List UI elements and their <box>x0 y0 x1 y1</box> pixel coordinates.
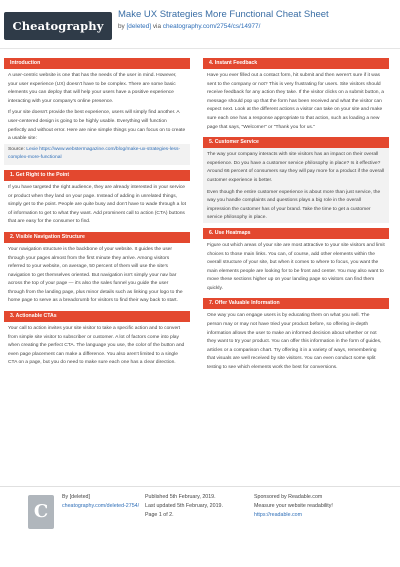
cheatography-logo[interactable]: Cheatography <box>4 12 112 40</box>
page-footer <box>0 486 400 567</box>
sheet-url-link[interactable]: cheatography.com/2754/cs/14977/ <box>162 23 261 30</box>
source-label: Source: <box>8 146 27 152</box>
byline-via: via <box>151 23 163 30</box>
footer-by: By [deleted] <box>62 494 90 500</box>
section-title: 7. Offer Valuable Information <box>203 298 389 309</box>
section-title: Introduction <box>4 58 190 69</box>
section-title: 2. Visible Navigation Structure <box>4 232 190 243</box>
section-body-2: Even though the entire customer experience is about more than just service, the way you handle complaints and questions plays a big role in the overall impression the customer has of your brand. Take the time to get a customer service philosophy in place. <box>203 186 389 223</box>
section-body: A user-centric website is one that has the needs of the user in mind. However, your user experience (UX) doesn't have to be complex. There are some basic elements you can deploy that will help your users have a positive experience interacting with your company's online presence. <box>8 73 177 104</box>
footer-dates <box>145 493 223 520</box>
section-title: 5. Customer Service <box>203 137 389 148</box>
section-body: If you have targeted the right audience, they are already interested in your service or product when they land on your page. Instead of adding in unrelated things, simply get to the point. People are quite busy and don't have to wade through a lot of information to get to what they want. Add prominent call to action (CTA) buttons that are easy for the consumer to find. <box>8 184 186 225</box>
section-body: The way your company interacts with site visitors has an impact on their overall experience. Do you have a customer service philosophy in place? Is it effective? Around 66 percent of consumers say they will pay more for a product if the overall customer experience is better. <box>203 148 389 185</box>
section-valuable-info <box>203 298 389 372</box>
byline-prefix: by <box>118 23 127 30</box>
right-column <box>203 58 389 378</box>
byline <box>118 23 260 30</box>
section-title: 4. Instant Feedback <box>203 58 389 69</box>
footer-sponsor-link[interactable]: https://readable.com <box>254 512 302 518</box>
section-title: 3. Actionable CTAs <box>4 311 190 322</box>
section-title: 6. Use Heatmaps <box>203 228 389 239</box>
section-body: Have you ever filled out a contact form, hit submit and then weren't sure if it was sent to the company or not? This is very frustrating for users. Site visitors should receive feedback for any action they take. If the visitor clicks on a submit button, a message should pop up that the form has been received and what the visitor can expect next. Look at the different actions a visitor can take on your site and make sure each one has a response appropriate to that action, such as loading a new page that says, "Welcome!" or "Thank you for us." <box>207 73 384 130</box>
section-body: Your call to action invites your site visitor to take a specific action and to convert from simple site visitor to subscriber or customer. A lot of factors come into play when creating the perfect CTA. The language you use, the color of the button and even page placement can make a difference. You also aren't limited to a single CTA on a page, but you do need to make sure each one has a clear direction. <box>8 326 185 366</box>
section-body-2: If your site doesn't provide the best experience, users will simply find another. A user-centered design is going to be highly usable. Everything will function perfectly and without error. Here are nine simple things you can focus on to create a usable site: <box>8 110 186 142</box>
footer-updated: Last updated 5th February, 2019. <box>145 503 223 509</box>
section-heatmaps <box>203 228 389 294</box>
section-ctas <box>4 311 190 368</box>
section-title: 1. Get Right to the Point <box>4 170 190 181</box>
section-get-to-point <box>4 170 190 227</box>
footer-sponsor-label: Sponsored by Readable.com <box>254 494 323 500</box>
footer-sponsor-text: Measure your website readability! <box>254 503 333 509</box>
section-navigation <box>4 232 190 306</box>
section-instant-feedback <box>203 58 389 132</box>
source-link[interactable]: Lexie https://www.webstermagazine.com/blog/make-ux-strategies-less-complex-more-functional <box>8 146 181 161</box>
page-header <box>0 0 400 49</box>
footer-author <box>62 493 139 511</box>
author-link[interactable]: [deleted] <box>126 23 152 30</box>
section-customer-service <box>203 137 389 223</box>
source-note <box>4 144 190 165</box>
cheatography-footer-logo[interactable]: C <box>28 495 54 529</box>
section-body: Figure out which areas of your site are most attractive to your site visitors and limit choices to those main links. You can, of course, add other elements within the overall structure of your site, but when it comes to where to focus, you want the main elements people are looking for to be front and center. You may also want to move these sections higher up on your landing page so visitors can find them quickly. <box>207 242 385 291</box>
section-body: One way you can engage users is by educating them on what you sell. The person may or may not have tried your product before, so offering in-depth information allows the user to make an informed decision about whether or not they want to try your product. You can offer this information in the form of guides, articles or a comparison chart. Try offering it in a variety of ways, remembering that visuals are well received by site visitors. You can even conduct some split testing to see which elements work the best for conversions. <box>207 313 382 371</box>
section-body: Your navigation structure is the backbone of your website. It guides the user through your pages almost from the first minute they arrive. Among visitors referred to your website, on average, 50 percent of them will use the site's navigation to get themselves oriented. But navigation isn't simply your nav bar across the top of your page — it's also the sales funnel you guide the user through from the landing page, plus minor details such as linking your logo to the home page to serve as a breadcrumb for visitors to find their way back to start. <box>8 246 183 304</box>
footer-sponsor <box>254 493 333 520</box>
footer-author-link[interactable]: cheatography.com/deleted-2754/ <box>62 503 140 509</box>
section-introduction <box>4 58 190 165</box>
footer-page: Page 1 of 2. <box>145 512 174 518</box>
footer-published: Published 5th February, 2019. <box>145 494 216 500</box>
page-title: Make UX Strategies More Functional Cheat Sheet <box>118 9 329 20</box>
left-column <box>4 58 190 373</box>
